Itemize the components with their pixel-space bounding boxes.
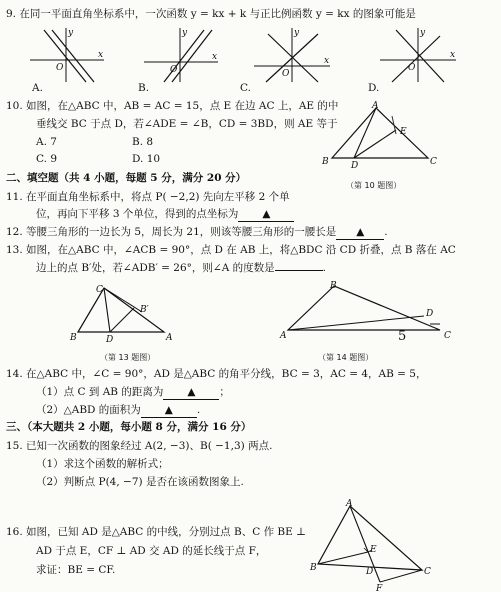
svg-text:C: C: [424, 567, 431, 577]
svg-text:A: A: [346, 499, 353, 509]
svg-text:y: y: [68, 28, 74, 38]
q11-line2: 位，再向下平移 3 个单位，得到的点坐标为 ▲: [36, 208, 294, 222]
svg-text:E: E: [370, 545, 377, 555]
q10-option-a[interactable]: A. 7: [36, 136, 57, 148]
svg-text:C: C: [430, 157, 437, 167]
fig14-caption: （第 14 题图）: [318, 353, 374, 362]
svg-text:B′: B′: [140, 305, 149, 315]
svg-text:y: y: [420, 28, 426, 38]
q14-part2-blank[interactable]: ▲: [141, 404, 197, 418]
q14-line1: 14. 在△ABC 中，∠C = 90°，AD 是△ABC 的角平分线，BC = 3，AC = 4，AB = 5，: [6, 368, 427, 380]
q13-line1: 13. 如图，在△ABC 中，∠ACB = 90°，点 D 在 AB 上，将△BDC 沿 CD 折叠，点 B 落在 AC: [6, 244, 456, 256]
q16-line2: AD 于点 E，CF ⊥ AD 交 AD 的延长线于点 F，: [36, 545, 267, 557]
fig13-caption: （第 13 题图）: [100, 353, 156, 362]
fig10-triangle: [318, 100, 438, 172]
q14-line3: （2）△ABD 的面积为 ▲ .: [36, 404, 201, 416]
svg-text:C: C: [96, 285, 103, 295]
q10-option-b[interactable]: B. 8: [132, 136, 154, 148]
q16-line3: 求证：BE = CF.: [36, 564, 116, 576]
q9-graph-a: [28, 26, 106, 84]
section3-heading: 三、（本大题共 2 小题，每小题 8 分，满分 16 分）: [6, 421, 252, 433]
q13-line2: 边上的点 B′处，若∠ADB′ = 26°，则∠A 的度数是 .: [36, 262, 326, 274]
q11-line1: 11. 在平面直角坐标系中，将点 P( −2,2) 先向左平移 2 个单: [6, 191, 290, 203]
svg-text:B: B: [310, 563, 317, 573]
fig13-triangle: [70, 282, 178, 344]
svg-text:B: B: [70, 333, 77, 343]
fig14-triangle: [280, 280, 460, 342]
svg-text:C: C: [444, 331, 451, 341]
svg-text:x: x: [212, 52, 218, 62]
q13-answer-blank[interactable]: [275, 270, 323, 271]
q10-option-c[interactable]: C. 9: [36, 153, 58, 165]
q15-line3: （2）判断点 P(4, −7) 是否在该函数图象上.: [36, 476, 244, 488]
fig10-caption: （第 10 题图）: [346, 181, 402, 190]
q12-line1: 12. 等腰三角形的一边长为 5，周长为 21，则该等腰三角形的一腰长是 ▲ .: [6, 226, 388, 238]
q10-line2: 垂线交 BC 于点 D，若∠ADE = ∠B，CD = 3BD，则 AE 等于: [36, 118, 338, 130]
q9-graph-c: [252, 26, 332, 84]
q11-answer-blank[interactable]: ▲: [238, 208, 294, 222]
svg-text:y: y: [182, 28, 188, 38]
q10-line1: 10. 如图，在△ABC 中，AB = AC = 15，点 E 在边 AC 上，AE 的中: [6, 100, 339, 112]
q16-line1: 16. 如图，已知 AD 是△ABC 的中线，分别过点 B、C 作 BE ⊥: [6, 526, 307, 538]
svg-text:F: F: [376, 584, 383, 592]
svg-text:O: O: [408, 63, 416, 73]
q9-option-d[interactable]: D.: [368, 82, 380, 94]
svg-text:D: D: [426, 309, 434, 319]
svg-text:B: B: [322, 157, 329, 167]
q9-graph-b: [142, 26, 220, 84]
q15-line1: 15. 已知一次函数的图象经过 A(2, −3)、B( −1,3) 两点.: [6, 440, 273, 452]
q9-stem: 9. 在同一平面直角坐标系中，一次函数 y = kx + k 与正比例函数 y = kx 的图象可能是: [6, 8, 416, 20]
svg-text:A: A: [372, 101, 379, 111]
q14-line2: （1）点 C 到 AB 的距离为 ▲ ；: [36, 386, 230, 398]
fig16-triangle: [310, 498, 430, 592]
svg-text:O: O: [282, 69, 290, 79]
svg-text:O: O: [170, 65, 178, 75]
svg-text:D: D: [106, 335, 114, 345]
q9-option-b[interactable]: B.: [138, 82, 150, 94]
svg-text:D: D: [366, 567, 374, 577]
svg-text:E: E: [400, 127, 407, 137]
svg-text:O: O: [56, 63, 64, 73]
q15-line2: （1）求这个函数的解析式；: [36, 458, 169, 470]
svg-text:5: 5: [398, 329, 407, 344]
svg-text:B: B: [330, 281, 337, 291]
svg-text:A: A: [280, 331, 287, 341]
svg-text:D: D: [351, 161, 359, 171]
section2-heading: 二、填空题（共 4 小题，每题 5 分，满分 20 分）: [6, 172, 247, 184]
q9-option-a[interactable]: A.: [32, 82, 43, 94]
q14-part1-blank[interactable]: ▲: [163, 386, 219, 400]
q12-answer-blank[interactable]: ▲: [336, 226, 384, 240]
q9-graph-d: [378, 26, 458, 84]
q9-option-c[interactable]: C.: [240, 82, 251, 94]
svg-text:x: x: [98, 50, 104, 60]
q10-option-d[interactable]: D. 10: [132, 153, 161, 165]
svg-text:x: x: [324, 56, 330, 66]
svg-text:x: x: [450, 50, 456, 60]
svg-text:y: y: [294, 28, 300, 38]
svg-text:A: A: [166, 333, 173, 343]
